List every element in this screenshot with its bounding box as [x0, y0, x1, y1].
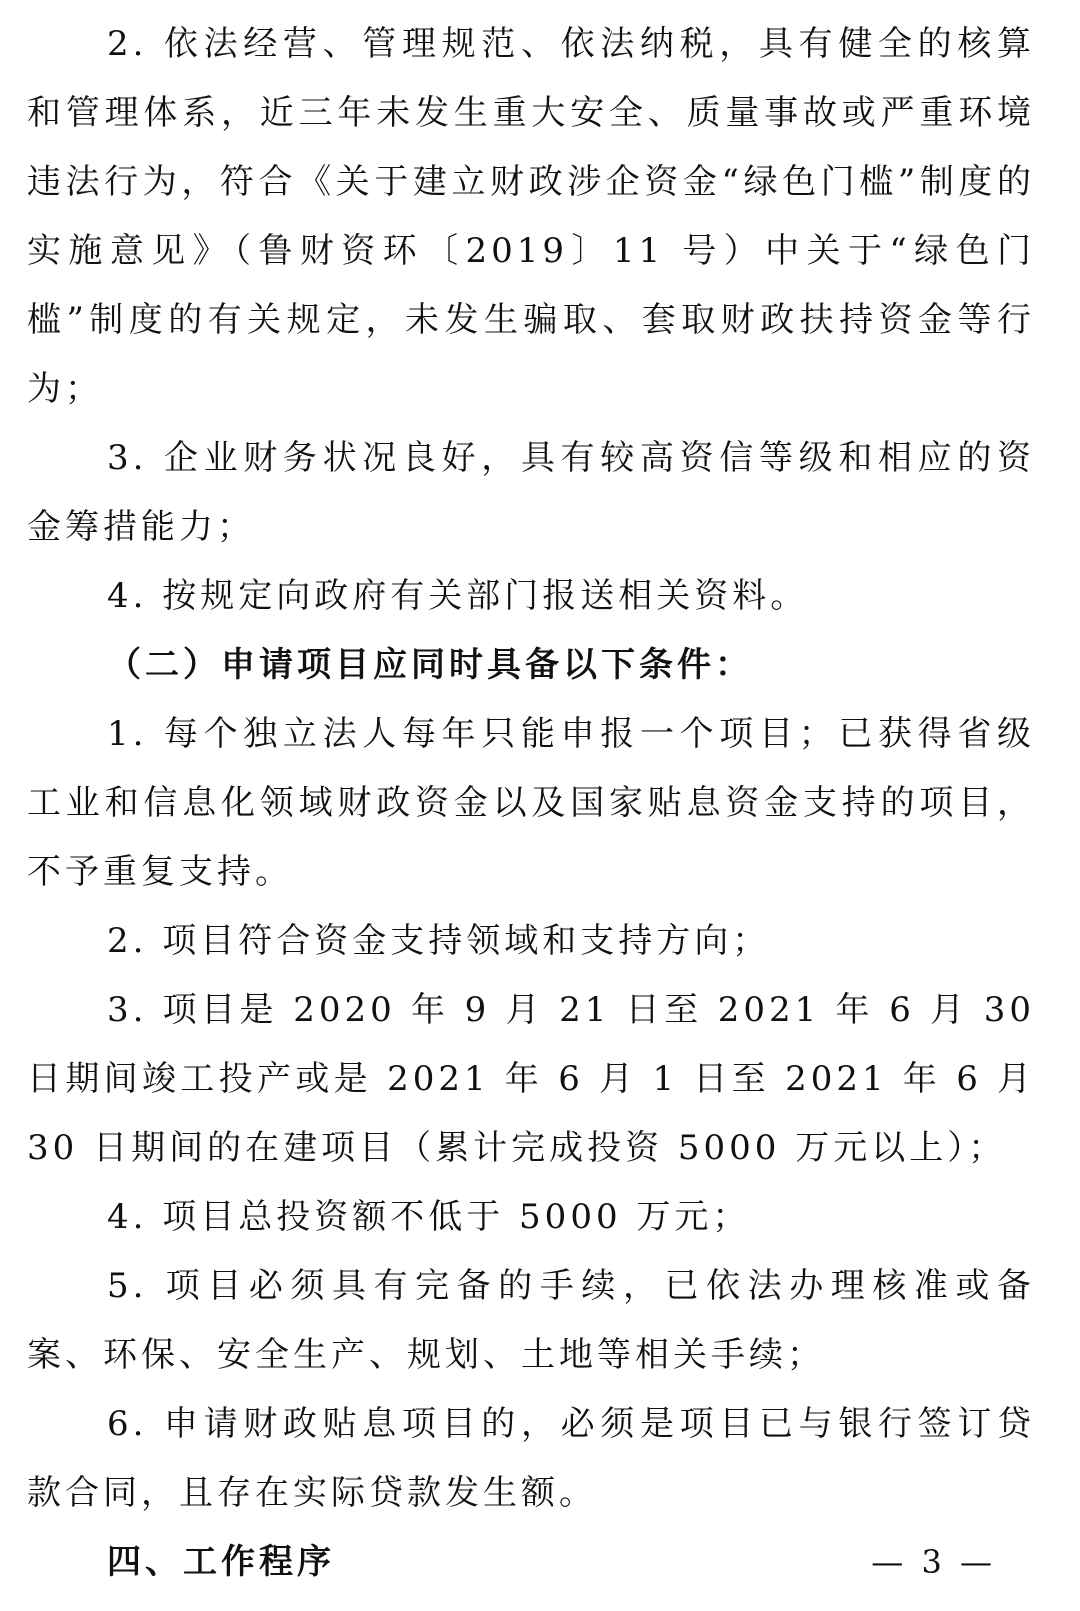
paragraph-project-2: 2. 项目符合资金支持领域和支持方向； — [107, 921, 771, 961]
paragraph-condition-2: 2. 依法经营、管理规范、依法纳税，具有健全的核算和管理体系，近三年未发生重大安全、质量事故或严重环境违法行为，符合《关于建立财政涉企资金“绿色门槛”制度的实施意见》（鲁财资环〔2019〕11 号）中关于“绿色门槛”制度的有关规定，未发生骗取、套取财政扶持资金等行为； — [27, 24, 1035, 409]
paragraph-project-4: 4. 项目总投资额不低于 5000 万元； — [107, 1197, 751, 1237]
paragraph-project-1: 1. 每个独立法人每年只能申报一个项目；已获得省级工业和信息化领域财政资金以及国家贴息资金支持的项目，不予重复支持。 — [27, 714, 1035, 892]
page-number: — 3 — — [871, 1543, 996, 1581]
section-heading-work-procedure: 四、工作程序 — [107, 1542, 335, 1582]
paragraph-project-5: 5. 项目必须具有完备的手续，已依法办理核准或备案、环保、安全生产、规划、土地等相关手续； — [27, 1266, 1035, 1375]
paragraph-condition-3: 3. 企业财务状况良好，具有较高资信等级和相应的资金筹措能力； — [27, 438, 1035, 547]
paragraph-project-6: 6. 申请财政贴息项目的，必须是项目已与银行签订贷款合同，且存在实际贷款发生额。 — [27, 1404, 1035, 1513]
subheading-project-conditions: （二）申请项目应同时具备以下条件： — [107, 645, 753, 685]
paragraph-condition-4: 4. 按规定向政府有关部门报送相关资料。 — [107, 576, 809, 616]
document-body — [27, 10, 1035, 1597]
paragraph-project-3: 3. 项目是 2020 年 9 月 21 日至 2021 年 6 月 30 日期间竣工投产或是 2021 年 6 月 1 日至 2021 年 6 月 30 日期间的在建项目（累计完成投资 5000 万元以上）； — [27, 990, 1035, 1168]
